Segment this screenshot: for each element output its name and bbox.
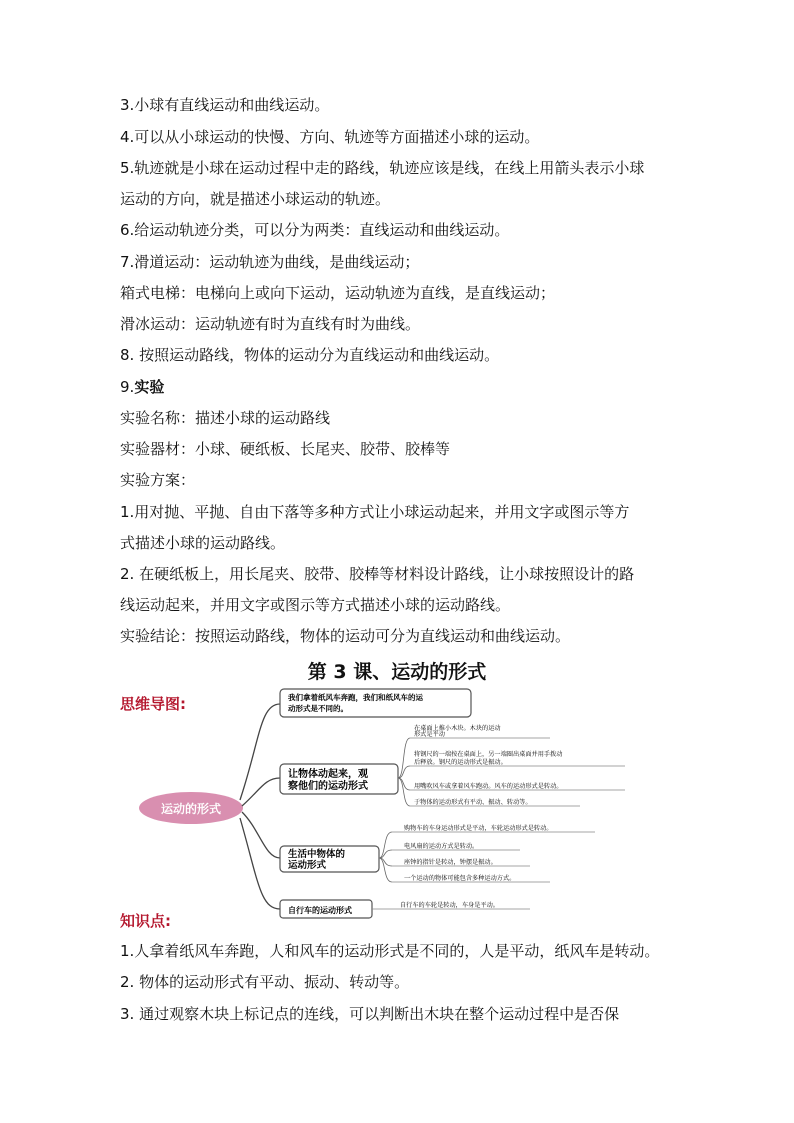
experiment-materials: 实验器材：小球、硬纸板、长尾夹、胶带、胶棒等 bbox=[120, 440, 451, 458]
leaf-text: 购物车的车身运动形式是平动，车轮运动形式是转动。 bbox=[404, 825, 553, 832]
leaf-connector bbox=[379, 858, 392, 882]
heading-number: 9. bbox=[120, 378, 135, 396]
leaf-connector bbox=[379, 832, 392, 858]
leaf-text: 后释放。钢尺的运动形式是振动。 bbox=[414, 759, 507, 766]
list-item: 运动的方向，就是描述小球运动的轨迹。 bbox=[120, 190, 391, 208]
leaf-text: 座钟的指针是转动，钟摆是振动。 bbox=[404, 859, 497, 866]
branch-label: 生活中物体的 bbox=[288, 849, 346, 860]
lesson-title: 第 3 课、运动的形式 bbox=[307, 661, 487, 683]
leaf-connector bbox=[398, 778, 410, 790]
list-item: 3.小球有直线运动和曲线运动。 bbox=[120, 96, 330, 114]
experiment-plan-2a: 2. 在硬纸板上，用长尾夹、胶带、胶棒等材料设计路线，让小球按照设计的路 bbox=[120, 565, 635, 583]
list-item: 箱式电梯：电梯向上或向下运动，运动轨迹为直线，是直线运动； bbox=[120, 284, 556, 302]
list-item: 4.可以从小球运动的快慢、方向、轨迹等方面描述小球的运动。 bbox=[120, 128, 540, 146]
leaf-connector bbox=[398, 778, 410, 806]
list-item: 7.滑道运动：运动轨迹为曲线，是曲线运动； bbox=[120, 253, 420, 271]
center-node-label: 运动的形式 bbox=[160, 802, 222, 816]
experiment-conclusion: 实验结论：按照运动路线，物体的运动可分为直线运动和曲线运动。 bbox=[120, 627, 571, 645]
leaf-text: 电风扇的运动方式是转动。 bbox=[404, 843, 479, 850]
leaf-text: 一个运动的物体可能包含多种运动方式。 bbox=[404, 875, 516, 882]
branch-label: 自行车的运动形式 bbox=[288, 906, 352, 915]
mind-map bbox=[120, 680, 640, 920]
branch-label: 让物体动起来，观 bbox=[288, 769, 368, 780]
leaf-text: 在桌面上推小木块。木块的运动 bbox=[414, 725, 501, 732]
branch-connector bbox=[242, 812, 280, 858]
branch-connector bbox=[240, 818, 280, 909]
knowledge-item: 1.人拿着纸风车奔跑，人和风车的运动形式是不同的，人是平动，纸风车是转动。 bbox=[120, 942, 660, 960]
list-item: 5.轨迹就是小球在运动过程中走的路线，轨迹应该是线，在线上用箭头表示小球 bbox=[120, 159, 645, 177]
knowledge-label: 知识点: bbox=[120, 912, 171, 930]
leaf-text: 用嘴吹风车或拿着风车跑动。风车的运动形式是转动。 bbox=[414, 783, 563, 790]
leaf-text: 于物体的运动形式有平动、振动、转动等。 bbox=[414, 799, 532, 806]
list-item: 滑冰运动：运动轨迹有时为直线有时为曲线。 bbox=[120, 315, 421, 333]
branch-label: 动形式是不同的。 bbox=[288, 704, 348, 713]
experiment-plan-1b: 式描述小球的运动路线。 bbox=[120, 534, 286, 552]
experiment-plan-1a: 1.用对抛、平抛、自由下落等多种方式让小球运动起来，并用文字或图示等方 bbox=[120, 503, 630, 521]
list-item: 6.给运动轨迹分类，可以分为两类：直线运动和曲线运动。 bbox=[120, 221, 510, 239]
branch-label: 察他们的运动形式 bbox=[288, 781, 368, 792]
mindmap-label: 思维导图: bbox=[120, 695, 186, 713]
branch-label: 我们拿着纸风车奔跑，我们和纸风车的运 bbox=[288, 693, 423, 702]
branch-label: 运动形式 bbox=[288, 860, 327, 871]
branch-connector bbox=[242, 778, 280, 806]
experiment-plan-label: 实验方案： bbox=[120, 471, 196, 489]
leaf-text: 将钢尺的一端按在桌面上，另一端圈出桌面并用手拨动 bbox=[414, 751, 563, 758]
knowledge-item: 3. 通过观察木块上标记点的连线，可以判断出木块在整个运动过程中是否保 bbox=[120, 1005, 620, 1023]
experiment-plan-2b: 线运动起来，并用文字或图示等方式描述小球的运动路线。 bbox=[120, 596, 511, 614]
leaf-text: 自行车的车轮是转动，车身是平动。 bbox=[400, 902, 499, 909]
leaf-text: 形式是平动 bbox=[414, 731, 445, 738]
experiment-name: 实验名称：描述小球的运动路线 bbox=[120, 409, 331, 427]
experiment-heading bbox=[120, 377, 164, 397]
heading-text: 实验 bbox=[134, 378, 165, 396]
list-item: 8. 按照运动路线，物体的运动分为直线运动和曲线运动。 bbox=[120, 346, 500, 364]
knowledge-item: 2. 物体的运动形式有平动、振动、转动等。 bbox=[120, 973, 410, 991]
branch-connector bbox=[240, 704, 280, 800]
